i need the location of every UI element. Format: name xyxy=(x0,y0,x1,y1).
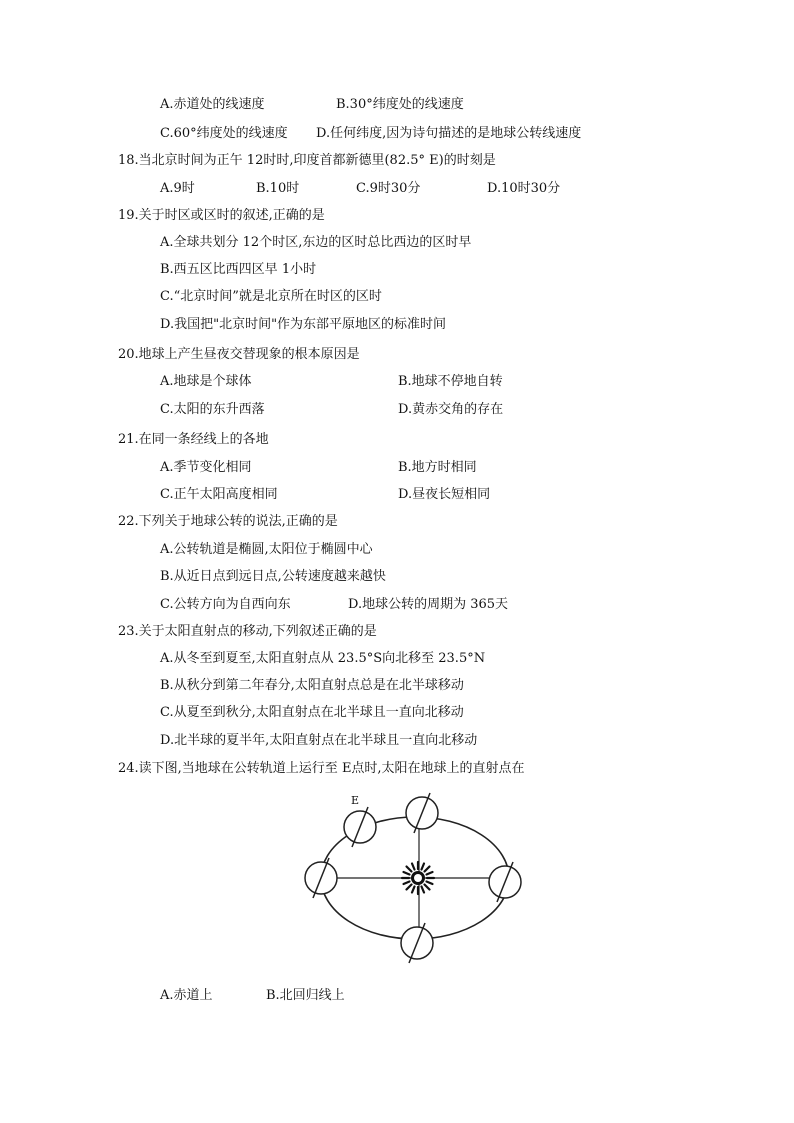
q21-stem: 21.在同一条经线上的各地 xyxy=(118,432,269,447)
earth-orbit-diagram xyxy=(296,786,532,972)
q23-option-b: B.从秋分到第二年春分,太阳直射点总是在北半球移动 xyxy=(160,678,464,693)
q21-option-c: C.正午太阳高度相同 xyxy=(160,487,278,502)
q17-option-c: C.60°纬度处的线速度 xyxy=(160,126,288,141)
figure-label-e: E xyxy=(351,794,360,807)
q19-option-c: C.“北京时间”就是北京所在时区的区时 xyxy=(160,289,382,304)
q19-stem: 19.关于时区或区时的叙述,正确的是 xyxy=(118,208,325,223)
q19-option-a: A.全球共划分 12个时区,东边的区时总比西边的区时早 xyxy=(160,235,472,250)
q24-stem: 24.读下图,当地球在公转轨道上运行至 E点时,太阳在地球上的直射点在 xyxy=(118,761,525,776)
q17-option-b: B.30°纬度处的线速度 xyxy=(336,97,464,112)
earth-position-bottom xyxy=(401,923,433,963)
q21-option-b: B.地方时相同 xyxy=(398,460,477,475)
earth-position-e xyxy=(344,807,376,847)
q22-option-b: B.从近日点到远日点,公转速度越来越快 xyxy=(160,569,386,584)
q20-option-c: C.太阳的东升西落 xyxy=(160,402,265,417)
q24-option-a: A.赤道上 xyxy=(160,988,213,1003)
q18-option-d: D.10时30分 xyxy=(487,181,561,196)
earth-position-right xyxy=(489,862,521,902)
q22-option-d: D.地球公转的周期为 365天 xyxy=(348,597,509,612)
q21-option-a: A.季节变化相同 xyxy=(160,460,252,475)
q19-option-b: B.西五区比西四区早 1小时 xyxy=(160,262,317,277)
q22-stem: 22.下列关于地球公转的说法,正确的是 xyxy=(118,514,338,529)
q18-option-c: C.9时30分 xyxy=(356,181,421,196)
q22-option-a: A.公转轨道是椭圆,太阳位于椭圆中心 xyxy=(160,542,373,557)
earth-position-top xyxy=(406,793,438,833)
q20-stem: 20.地球上产生昼夜交替现象的根本原因是 xyxy=(118,347,360,362)
q23-option-a: A.从冬至到夏至,太阳直射点从 23.5°S向北移至 23.5°N xyxy=(160,651,486,666)
sun-icon xyxy=(402,862,434,894)
q18-option-a: A.9时 xyxy=(160,181,195,196)
q23-option-d: D.北半球的夏半年,太阳直射点在北半球且一直向北移动 xyxy=(160,733,478,748)
q20-option-a: A.地球是个球体 xyxy=(160,374,252,389)
q23-stem: 23.关于太阳直射点的移动,下列叙述正确的是 xyxy=(118,624,377,639)
q20-option-b: B.地球不停地自转 xyxy=(398,374,503,389)
earth-position-left xyxy=(305,858,337,898)
q19-option-d: D.我国把"北京时间"作为东部平原地区的标准时间 xyxy=(160,317,447,332)
q20-option-d: D.黄赤交角的存在 xyxy=(398,402,504,417)
q22-option-c: C.公转方向为自西向东 xyxy=(160,597,291,612)
q24-option-b: B.北回归线上 xyxy=(266,988,345,1003)
q18-stem: 18.当北京时间为正午 12时时,印度首都新德里(82.5° E)的时刻是 xyxy=(118,153,496,168)
q18-option-b: B.10时 xyxy=(256,181,300,196)
q23-option-c: C.从夏至到秋分,太阳直射点在北半球且一直向北移动 xyxy=(160,705,464,720)
q17-option-a: A.赤道处的线速度 xyxy=(160,97,265,112)
q21-option-d: D.昼夜长短相同 xyxy=(398,487,491,502)
q17-option-d: D.任何纬度,因为诗句描述的是地球公转线速度 xyxy=(316,126,582,141)
